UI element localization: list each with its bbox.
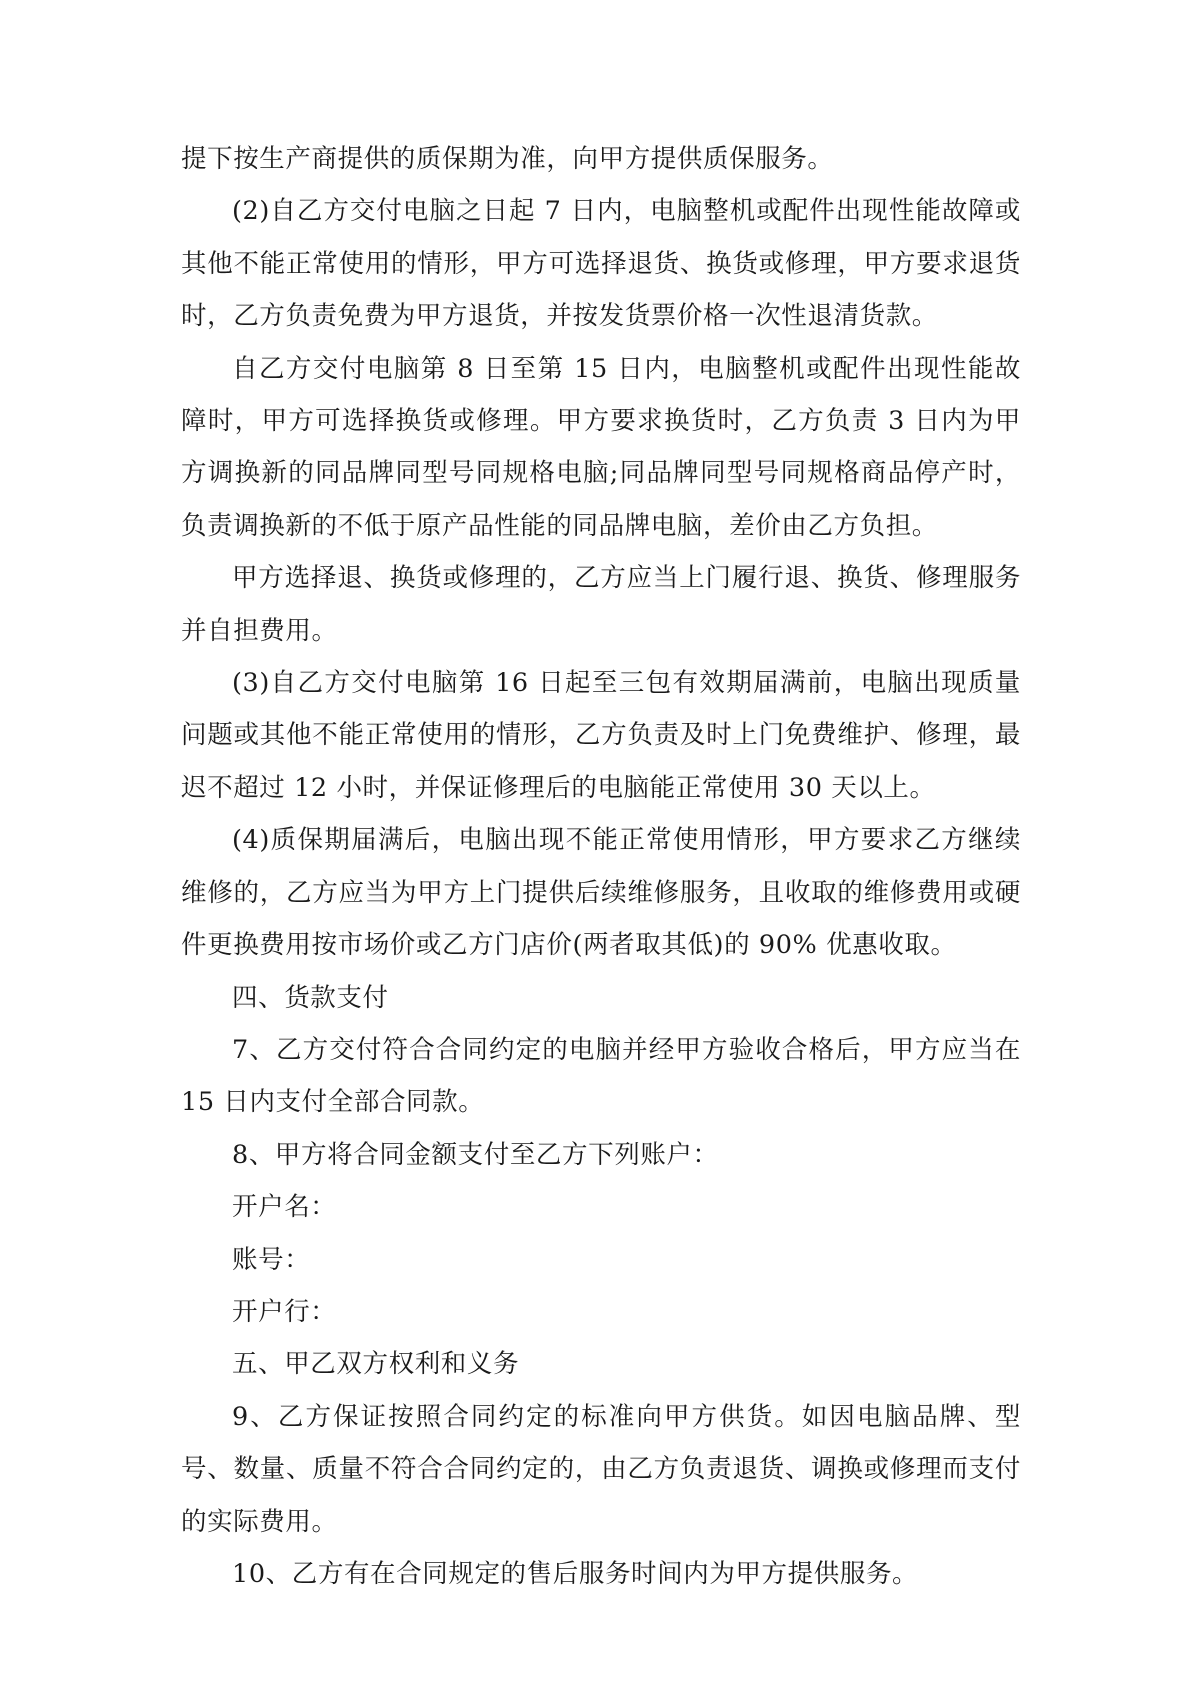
section-heading: 四、货款支付	[232, 982, 389, 1013]
paragraph: (3)自乙方交付电脑第 16 日起至三包有效期届满前，电脑出现质量问题或其他不能正常使用的情形，乙方负责及时上门免费维护、修理，最迟不超过 12 小时，并保证修理后的电脑能正常使用 30 天以上。	[181, 668, 1021, 803]
paragraph: 10、乙方有在合同规定的售后服务时间内为甲方提供服务。	[232, 1558, 919, 1589]
paragraph: 自乙方交付电脑第 8 日至第 15 日内，电脑整机或配件出现性能故障时，甲方可选择换货或修理。甲方要求换货时，乙方负责 3 日内为甲方调换新的同品牌同型号同规格电脑;同品牌同型号同规格商品停产时，负责调换新的不低于原产品性能的同品牌电脑，差价由乙方负担。	[181, 353, 1021, 541]
account-number-field: 账号：	[232, 1244, 311, 1275]
paragraph: (2)自乙方交付电脑之日起 7 日内，电脑整机或配件出现性能故障或其他不能正常使用的情形，甲方可选择退货、换货或修理，甲方要求退货时，乙方负责免费为甲方退货，并按发货票价格一次性退清货款。	[181, 196, 1021, 332]
section-heading: 五、甲乙双方权利和义务	[232, 1349, 520, 1380]
paragraph: 甲方选择退、换货或修理的，乙方应当上门履行退、换货、修理服务并自担费用。	[181, 563, 1021, 646]
paragraph: 8、甲方将合同金额支付至乙方下列账户：	[232, 1139, 719, 1170]
bank-field: 开户行：	[232, 1296, 337, 1327]
paragraph: 7、乙方交付符合合同约定的电脑并经甲方验收合格后，甲方应当在 15 日内支付全部合同款。	[181, 1034, 1021, 1118]
account-name-field: 开户名：	[232, 1192, 337, 1223]
paragraph: 提下按生产商提供的质保期为准，向甲方提供质保服务。	[181, 144, 834, 174]
document-body	[181, 133, 1021, 1600]
paragraph: 9、乙方保证按照合同约定的标准向甲方供货。如因电脑品牌、型号、数量、质量不符合合同约定的，由乙方负责退货、调换或修理而支付的实际费用。	[181, 1401, 1021, 1537]
paragraph: (4)质保期届满后，电脑出现不能正常使用情形，甲方要求乙方继续维修的，乙方应当为甲方上门提供后续维修服务，且收取的维修费用或硬件更换费用按市场价或乙方门店价(两者取其低)的 90% 优惠收取。	[181, 825, 1021, 961]
